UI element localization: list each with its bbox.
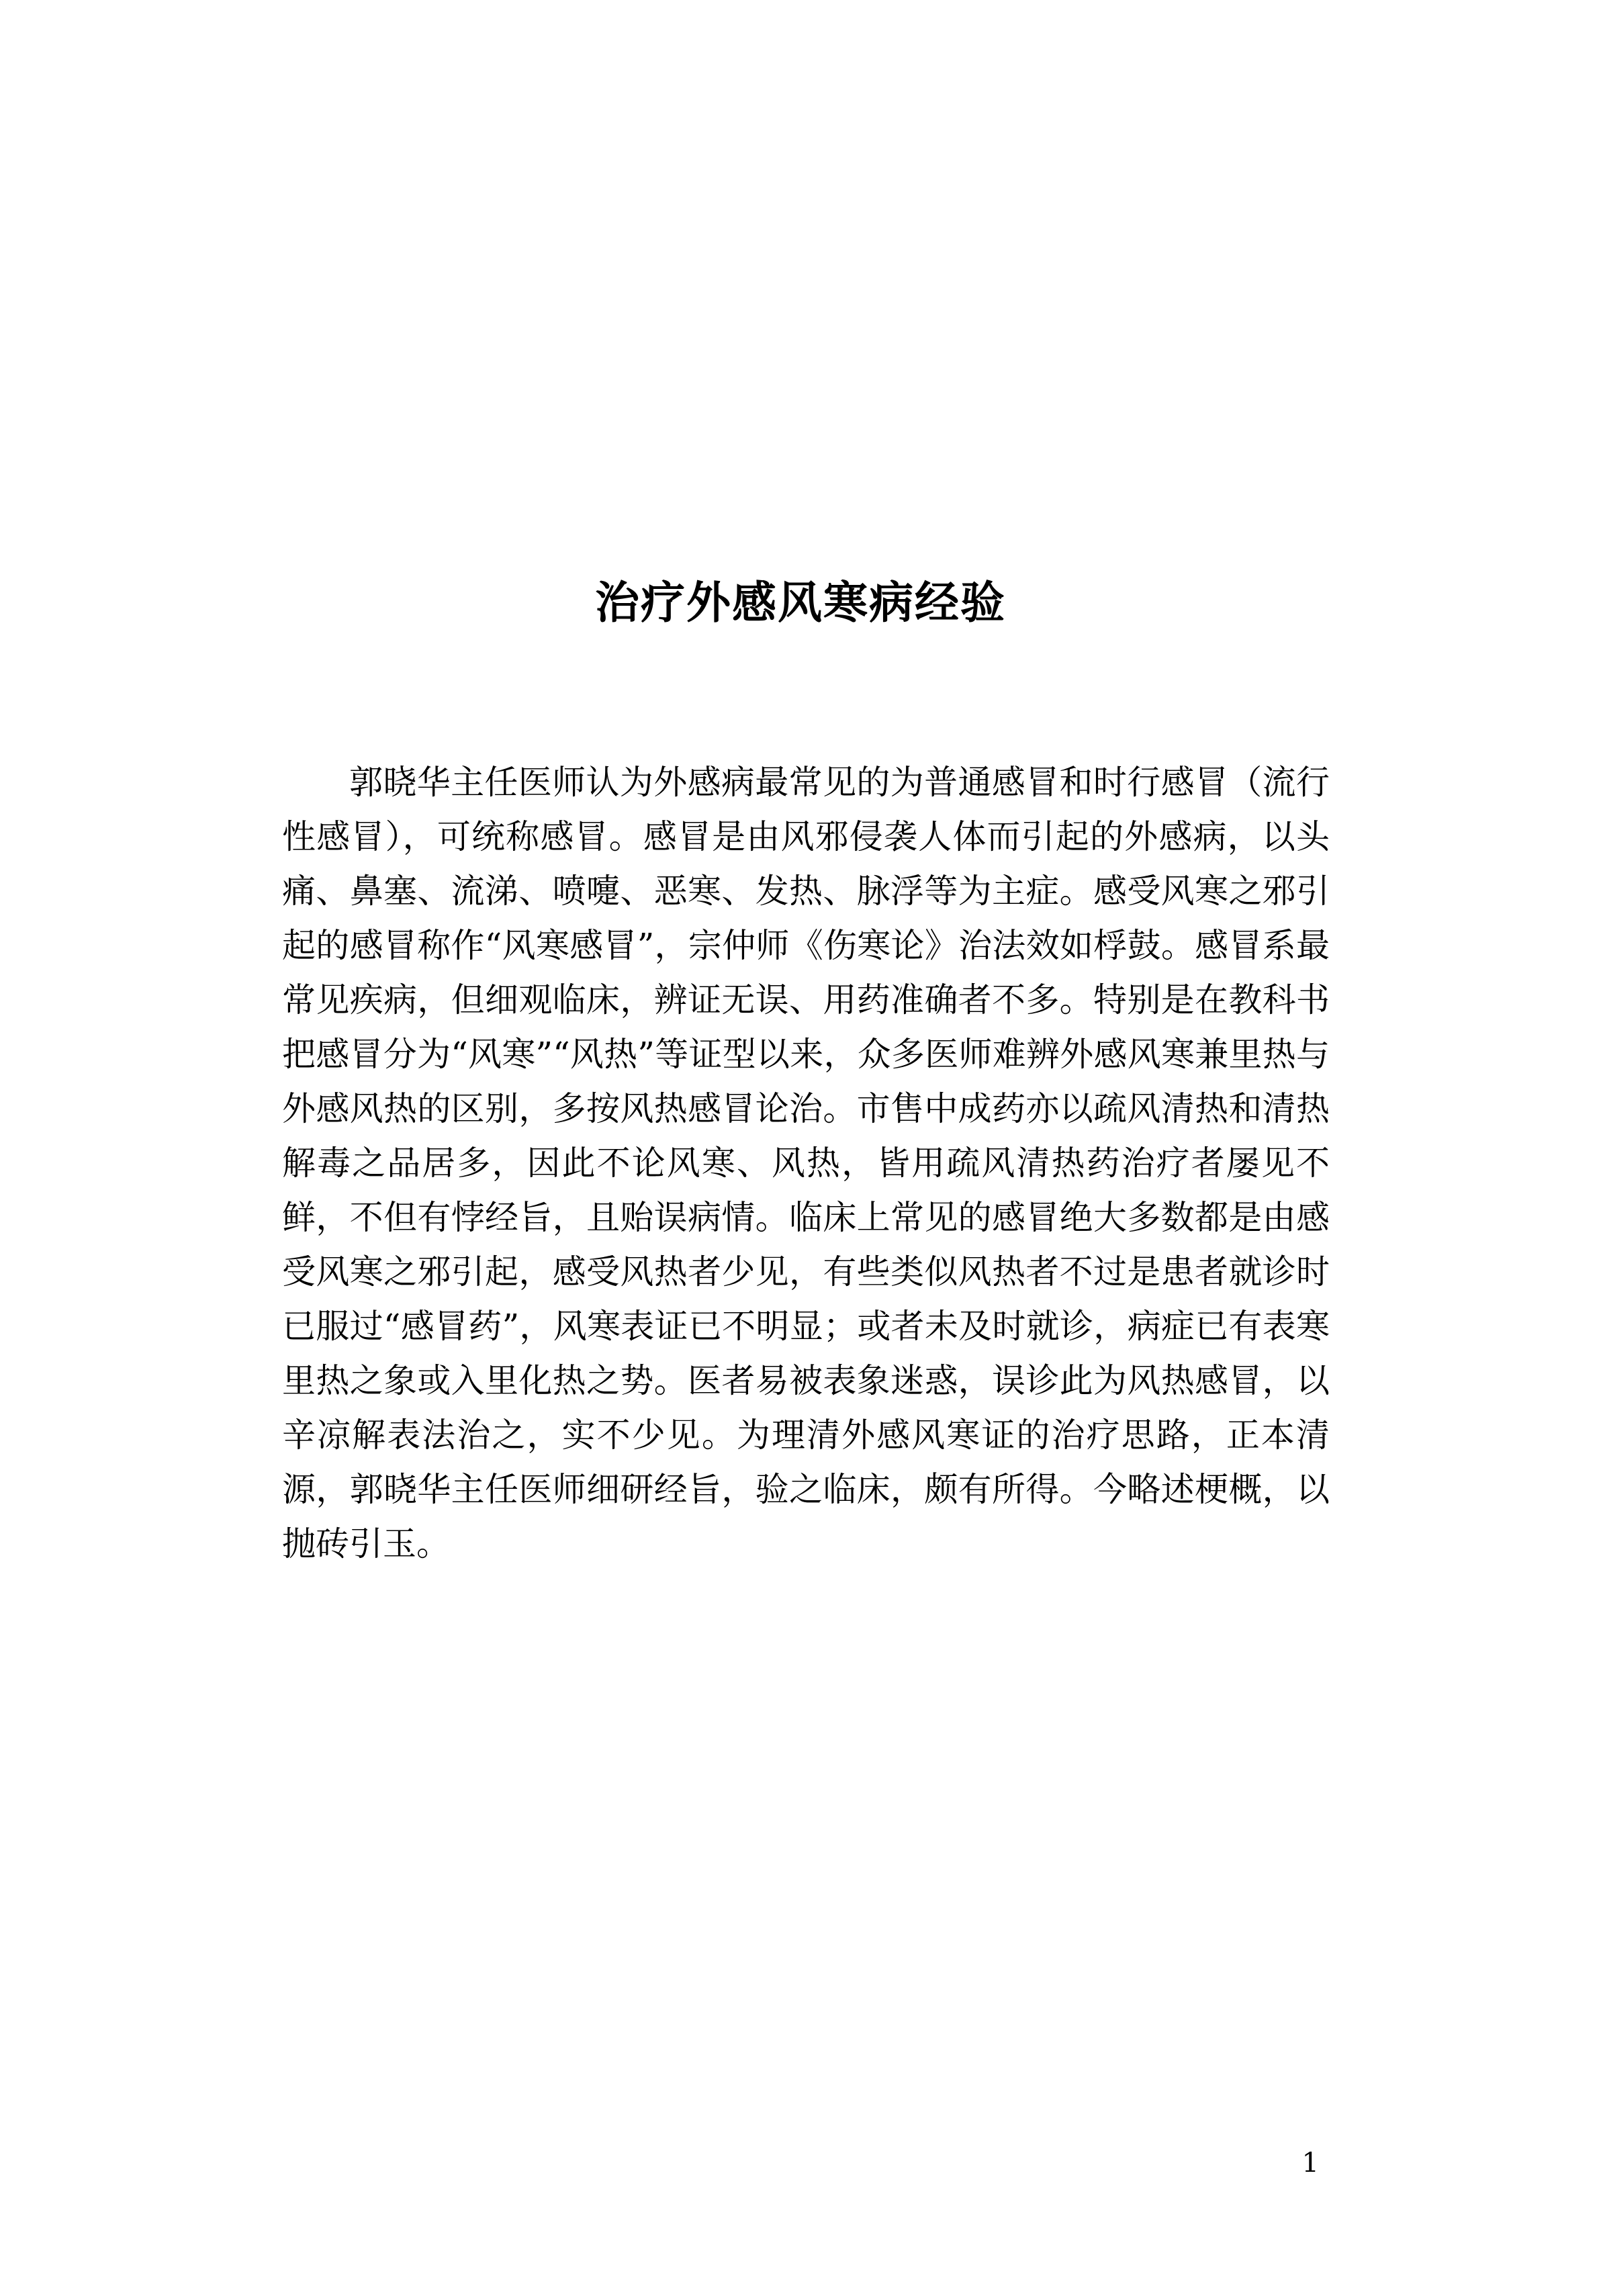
page-title: 治疗外感风寒病经验 [595, 577, 1006, 629]
page-number: 1 [1301, 2148, 1319, 2178]
body-text-block [282, 755, 1330, 1571]
paragraph: 郭晓华主任医师认为外感病最常见的为普通感冒和时行感冒（流行性感冒），可统称感冒。感冒是由风邪侵袭人体而引起的外感病，以头痛、鼻塞、流涕、喷嚏、恶寒、发热、脉浮等为主症。感受风寒之邪引起的感冒称作“风寒感冒”，宗仲师《伤寒论》治法效如桴鼓。感冒系最常见疾病，但细观临床，辨证无误、用药准确者不多。特别是在教科书把感冒分为“风寒”“风热”等证型以来，众多医师难辨外感风寒兼里热与外感风热的区别，多按风热感冒论治。市售中成药亦以疏风清热和清热解毒之品居多，因此不论风寒、风热，皆用疏风清热药治疗者屡见不鲜，不但有悖经旨，且贻误病情。临床上常见的感冒绝大多数都是由感受风寒之邪引起，感受风热者少见，有些类似风热者不过是患者就诊时已服过“感冒药”，风寒表证已不明显；或者未及时就诊，病症已有表寒里热之象或入里化热之势。医者易被表象迷惑，误诊此为风热感冒，以辛凉解表法治之，实不少见。为理清外感风寒证的治疗思路，正本清源，郭晓华主任医师细研经旨，验之临床，颇有所得。今略述梗概，以抛砖引玉。 [282, 763, 1330, 1563]
